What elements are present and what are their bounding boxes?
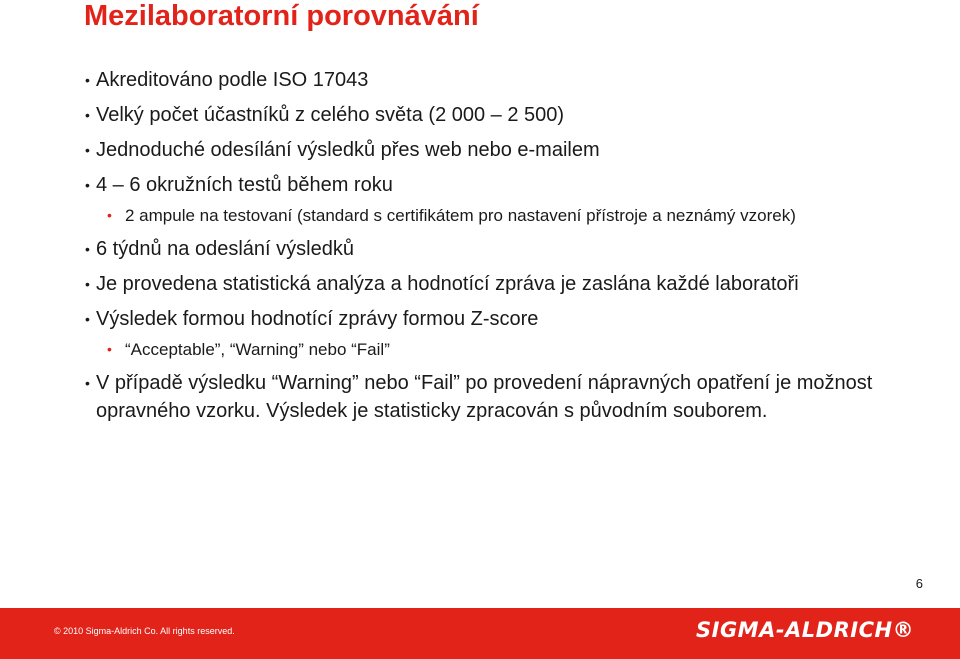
slide-title: Mezilaboratorní porovnávání (84, 0, 479, 32)
bullet-item (84, 171, 904, 199)
bullet-text: Akreditováno podle ISO 17043 (96, 69, 369, 91)
bullet-icon: • (85, 375, 90, 391)
bullet-text: 4 – 6 okružních testů během roku (96, 174, 393, 196)
bullet-icon: • (85, 107, 90, 123)
copyright-text: © 2010 Sigma-Aldrich Co. All rights reserved. (54, 626, 235, 636)
bullet-item (84, 235, 904, 263)
sigma-aldrich-logo: SIGMA-ALDRICH® (696, 618, 915, 642)
bullet-item (84, 136, 904, 164)
bullet-icon: • (85, 276, 90, 292)
bullet-text: 6 týdnů na odeslání výsledků (96, 238, 354, 260)
page-number: 6 (915, 576, 923, 591)
sub-bullet-item (84, 202, 904, 229)
bullet-item (84, 66, 904, 94)
bullet-item (84, 369, 904, 425)
bullet-icon: • (85, 72, 90, 88)
sub-bullet-text: “Acceptable”, “Warning” nebo “Fail” (125, 340, 390, 359)
bullet-text: V případě výsledku “Warning” nebo “Fail” po provedení nápravných opatření je možnost opravného vzorku. Výsledek je statisticky zpracován s původním souborem. (96, 372, 873, 422)
bullet-text: Výsledek formou hodnotící zprávy formou Z-score (96, 308, 539, 330)
footer-bar (0, 608, 960, 659)
bullet-icon: • (85, 177, 90, 193)
bullet-item (84, 270, 904, 298)
bullet-icon: • (85, 311, 90, 327)
bullet-icon: • (85, 241, 90, 257)
bullet-list (84, 66, 904, 432)
bullet-icon: • (85, 142, 90, 158)
sub-bullet-icon: • (107, 341, 112, 357)
bullet-text: Je provedena statistická analýza a hodnotící zpráva je zaslána každé laboratoři (96, 273, 799, 295)
sub-bullet-text: 2 ampule na testovaní (standard s certifikátem pro nastavení přístroje a neznámý vzorek) (125, 206, 796, 225)
bullet-item (84, 305, 904, 333)
bullet-text: Jednoduché odesílání výsledků přes web nebo e-mailem (96, 139, 600, 161)
bullet-text: Velký počet účastníků z celého světa (2 000 – 2 500) (96, 104, 565, 126)
bullet-item (84, 101, 904, 129)
sub-bullet-icon: • (107, 207, 112, 223)
sub-bullet-item (84, 336, 904, 363)
